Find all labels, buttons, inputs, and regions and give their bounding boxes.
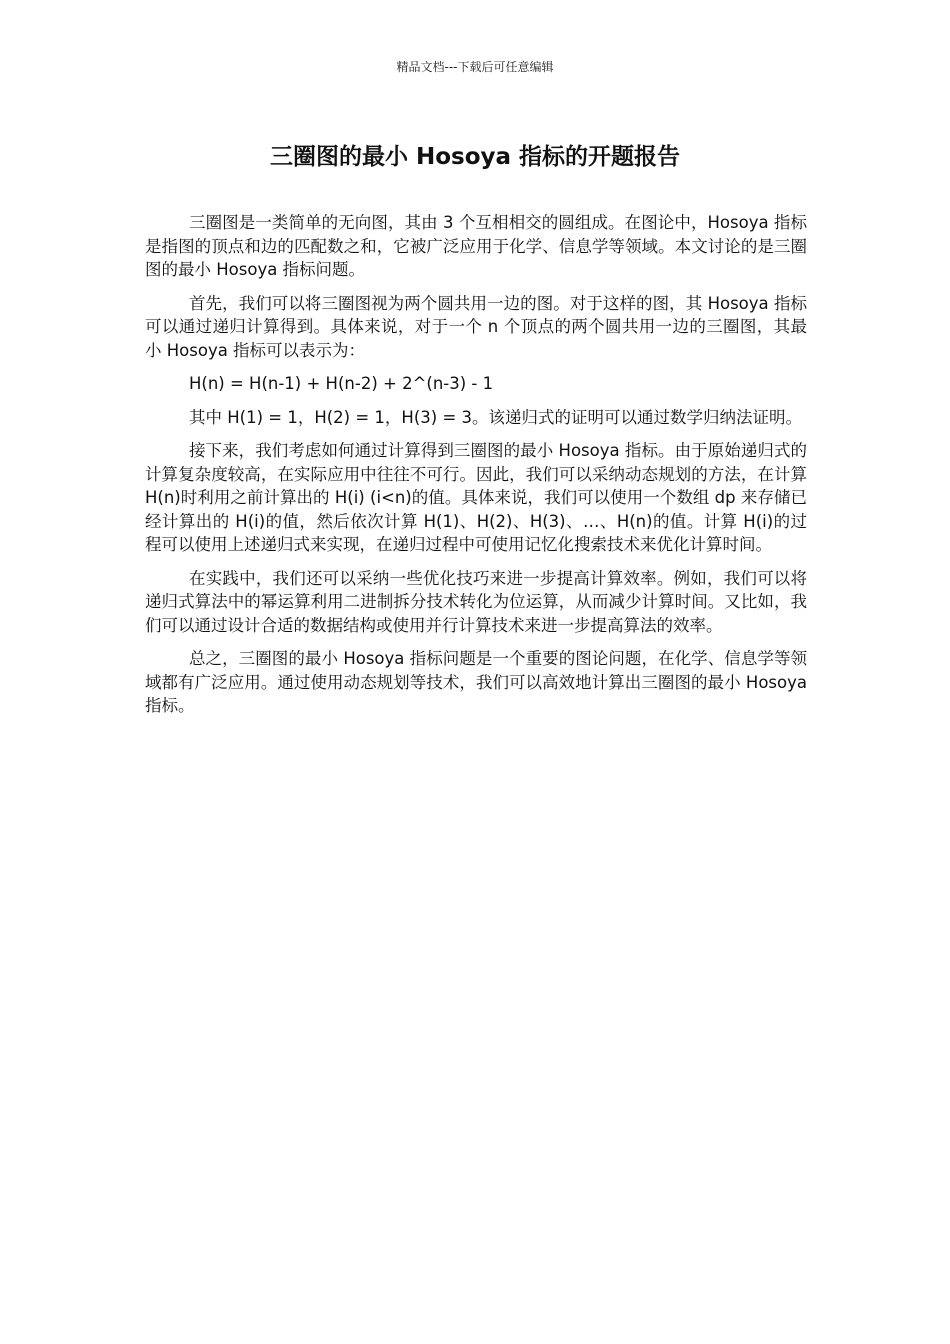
paragraph-optimization: 在实践中，我们还可以采纳一些优化技巧来进一步提高计算效率。例如，我们可以将递归式算法中的幂运算利用二进制拆分技术转化为位运算，从而减少计算时间。又比如，我们可以通过设计合适的数据结构或使用并行计算技术来进一步提高算法的效率。: [145, 568, 807, 635]
document-title: 三圈图的最小 Hosoya 指标的开题报告: [269, 144, 681, 170]
paragraph-recursion: 首先，我们可以将三圈图视为两个圆共用一边的图。对于这样的图，其 Hosoya 指标可以通过递归计算得到。具体来说，对于一个 n 个顶点的两个圆共用一边的三圈图，其最小 Hosoya 指标可以表示为：: [145, 293, 807, 360]
paragraph-conclusion: 总之，三圈图的最小 Hosoya 指标问题是一个重要的图论问题，在化学、信息学等领域都有广泛应用。通过使用动态规划等技术，我们可以高效地计算出三圈图的最小 Hosoya 指标。: [145, 649, 807, 715]
formula-line: H(n) = H(n-1) + H(n-2) + 2^(n-3) - 1: [189, 374, 494, 393]
paragraph-initial-values: 其中 H(1) = 1，H(2) = 1，H(3) = 3。该递归式的证明可以通过数学归纳法证明。: [189, 407, 803, 427]
paragraph-intro: 三圈图是一类简单的无向图，其由 3 个互相相交的圆组成。在图论中，Hosoya 指标是指图的顶点和边的匹配数之和，它被广泛应用于化学、信息学等领域。本文讨论的是三圈图的最小 Hosoya 指标问题。: [145, 213, 807, 279]
header-note: 精品文档---下载后可任意编辑: [396, 60, 554, 74]
document-body: [145, 211, 807, 728]
paragraph-dynamic-programming: 接下来，我们考虑如何通过计算得到三圈图的最小 Hosoya 指标。由于原始递归式的计算复杂度较高，在实际应用中往往不可行。因此，我们可以采纳动态规划的方法，在计算 H(n)时利用之前计算出的 H(i) (i<n)的值。具体来说，我们可以使用一个数组 dp 来存储已经计算出的 H(i)的值，然后依次计算 H(1)、H(2)、H(3)、…、H(n)的值。计算 H(i)的过程可以使用上述递归式来实现，在递归过程中可使用记忆化搜索技术来优化计算时间。: [145, 441, 807, 554]
